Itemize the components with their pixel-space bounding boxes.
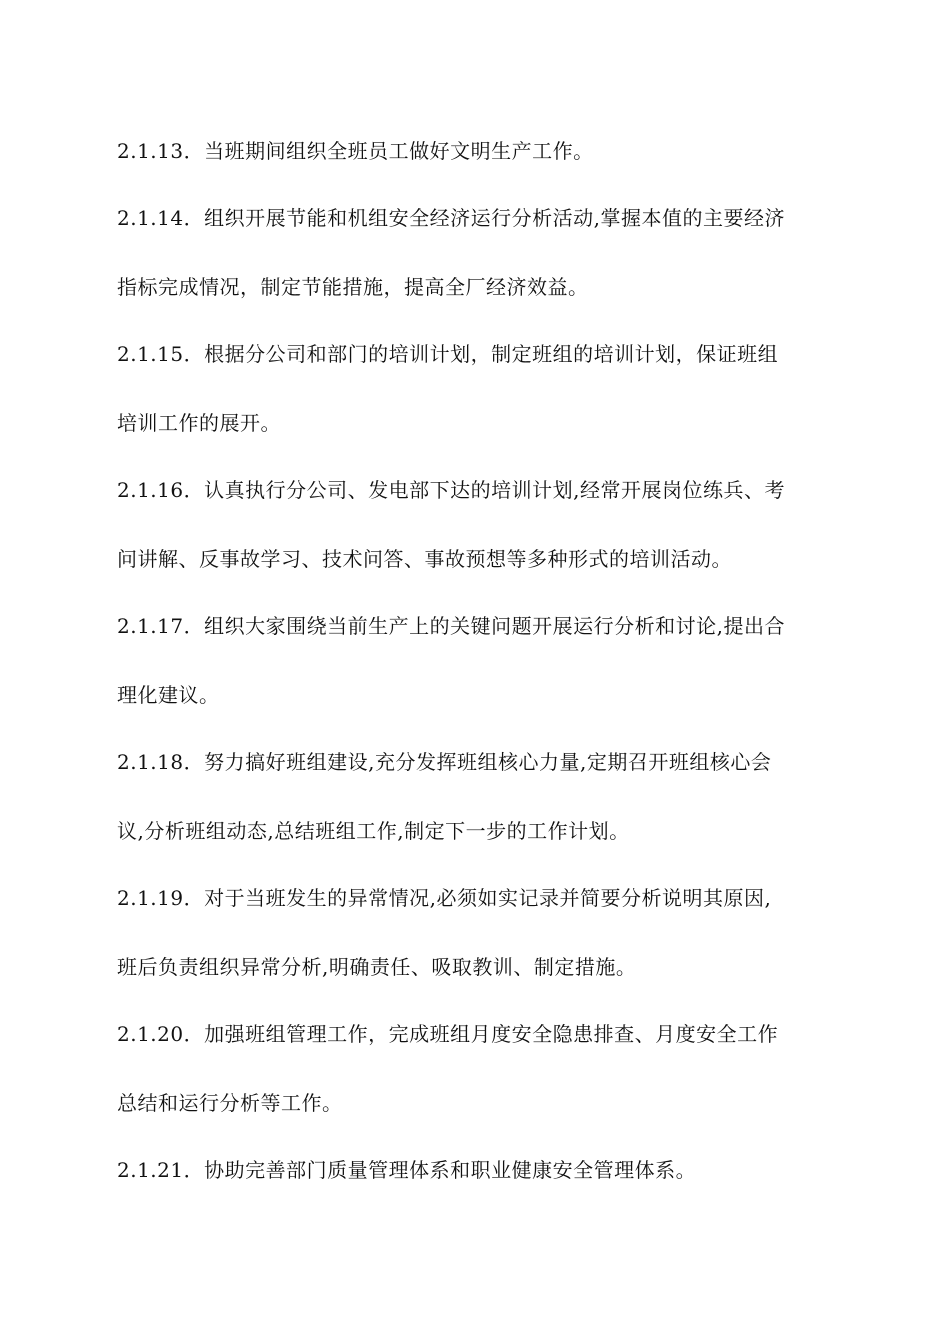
text-line-2-1-19: 2.1.19．对于当班发生的异常情况,必须如实记录并简要分析说明其原因, <box>117 886 772 910</box>
text-line-2-1-16-cont: 问讲解、反事故学习、技术问答、事故预想等多种形式的培训活动。 <box>117 547 732 571</box>
text-line-2-1-14-cont: 指标完成情况，制定节能措施，提高全厂经济效益。 <box>117 275 589 299</box>
text-line-2-1-18-cont: 议,分析班组动态,总结班组工作,制定下一步的工作计划。 <box>117 819 630 843</box>
text-line-2-1-14: 2.1.14．组织开展节能和机组安全经济运行分析活动,掌握本值的主要经济 <box>117 206 785 230</box>
text-line-2-1-20: 2.1.20．加强班组管理工作，完成班组月度安全隐患排查、月度安全工作 <box>117 1022 779 1046</box>
text-line-2-1-21: 2.1.21．协助完善部门质量管理体系和职业健康安全管理体系。 <box>117 1158 697 1182</box>
text-line-2-1-17: 2.1.17．组织大家围绕当前生产上的关键问题开展运行分析和讨论,提出合 <box>117 614 785 638</box>
text-line-2-1-19-cont: 班后负责组织异常分析,明确责任、吸取教训、制定措施。 <box>117 955 637 979</box>
text-line-2-1-17-cont: 理化建议。 <box>117 683 220 707</box>
text-line-2-1-20-cont: 总结和运行分析等工作。 <box>117 1091 343 1115</box>
text-line-2-1-15-cont: 培训工作的展开。 <box>117 411 281 435</box>
text-line-2-1-15: 2.1.15．根据分公司和部门的培训计划，制定班组的培训计划，保证班组 <box>117 342 779 366</box>
text-line-2-1-18: 2.1.18．努力搞好班组建设,充分发挥班组核心力量,定期召开班组核心会 <box>117 750 772 774</box>
text-line-2-1-16: 2.1.16．认真执行分公司、发电部下达的培训计划,经常开展岗位练兵、考 <box>117 478 785 502</box>
text-line-2-1-13: 2.1.13．当班期间组织全班员工做好文明生产工作。 <box>117 139 594 163</box>
